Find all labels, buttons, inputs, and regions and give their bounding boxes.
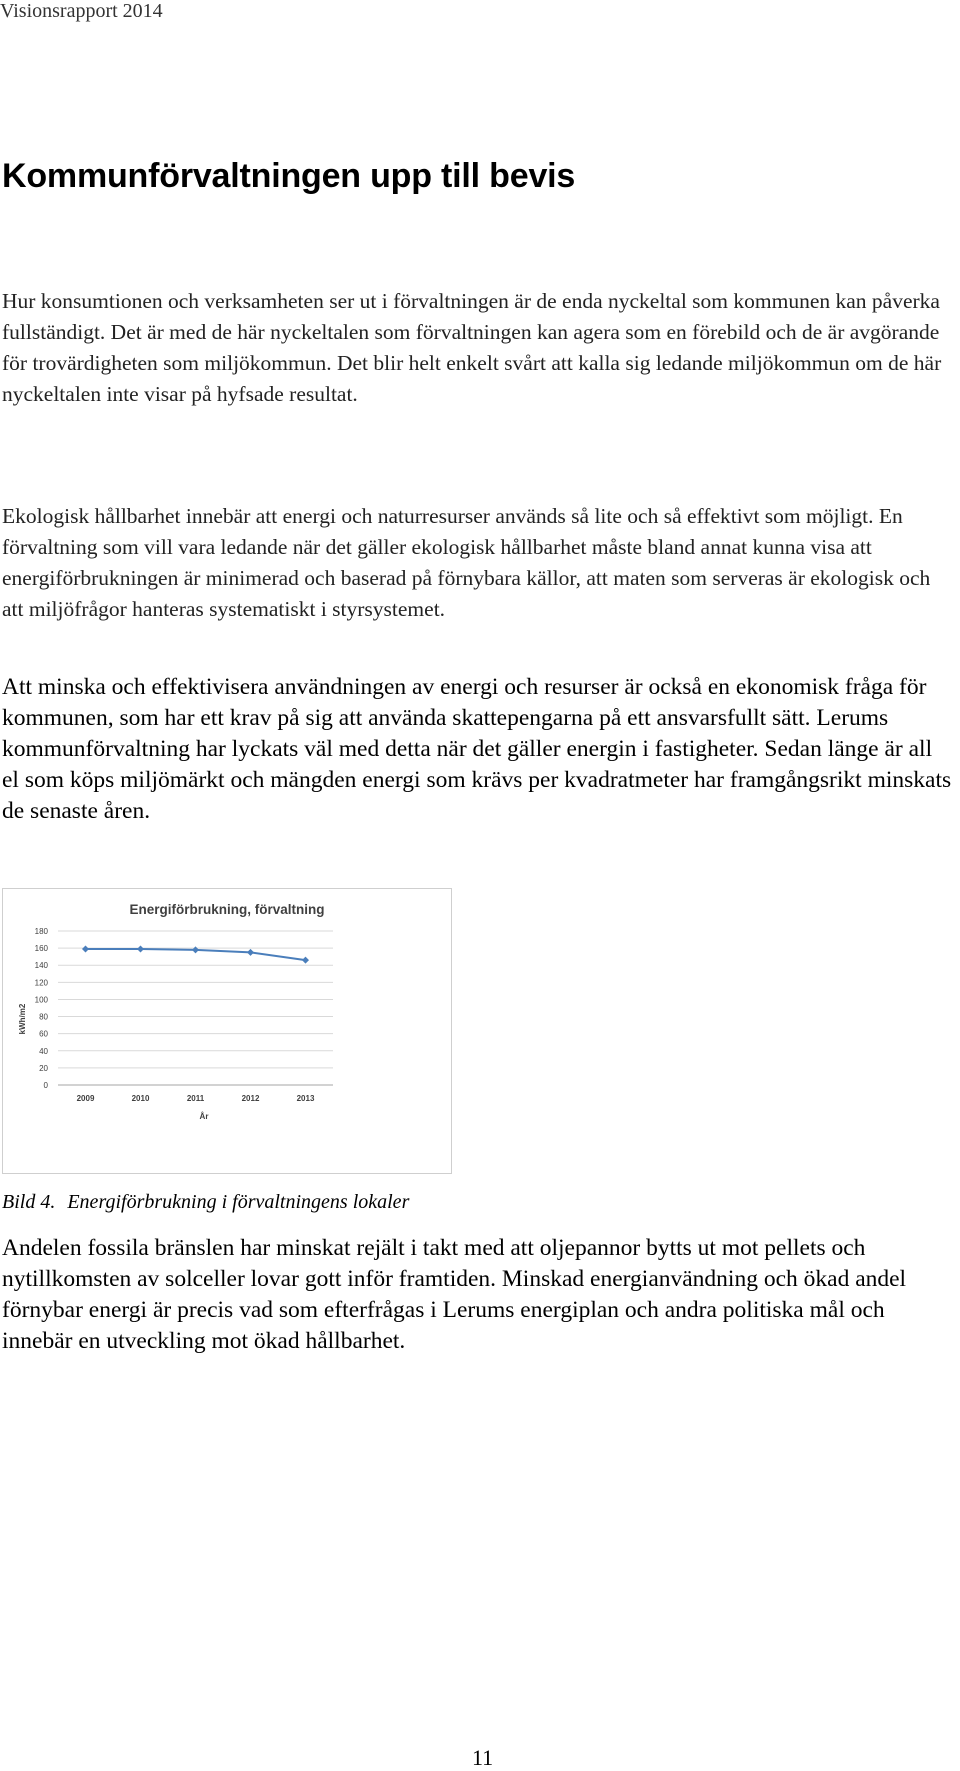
chart-y-axis-label: kWh/m2 <box>18 1003 27 1035</box>
running-header: Visionsrapport 2014 <box>0 0 163 22</box>
chart-x-axis-label: År <box>199 1112 209 1121</box>
chart-x-tick-label: 2013 <box>296 1094 315 1103</box>
chart-y-tick-label: 140 <box>34 961 48 971</box>
chart-data-point <box>192 946 199 953</box>
chart-y-tick-label: 80 <box>39 1012 48 1022</box>
section-title: Kommunförvaltningen upp till bevis <box>2 157 576 195</box>
chart-data-point <box>302 957 309 964</box>
caption-number: Bild 4. <box>2 1191 56 1213</box>
chart-title: Energiförbrukning, förvaltning <box>129 902 325 917</box>
paragraph-ecological: Ekologisk hållbarhet innebär att energi och naturresurser används så lite och så effektivt som möjligt. En förvaltning som vill vara ledande när det gäller ekologisk hållbarhet måste bland annat kunna visa att energiförbrukningen är minimerad och baserad på förnybara källor, att maten som serveras är ekologisk och att miljöfrågor hanteras systematiskt i styrsystemet. <box>2 504 931 621</box>
chart-data-point <box>137 945 144 952</box>
chart-x-tick-label: 2011 <box>186 1094 205 1103</box>
paragraph-fossil-fuels: Andelen fossila bränslen har minskat rejält i takt med att oljepannor bytts ut mot pellets och nytillkomsten av solceller lovar gott inför framtiden. Minskad energianvändning och ökad andel förnybar energi är precis vad som efterfrågas i Lerums energiplan och andra politiska mål och innebär en utveckling mot ökad hållbarhet. <box>2 1235 907 1354</box>
chart-x-tick-label: 2010 <box>131 1094 150 1103</box>
caption-text: Energiförbrukning i förvaltningens lokaler <box>67 1191 410 1213</box>
chart-y-tick-label: 100 <box>34 995 48 1005</box>
chart-x-tick-label: 2009 <box>76 1094 95 1103</box>
chart-x-tick-label: 2012 <box>241 1094 260 1103</box>
chart-y-tick-label: 180 <box>34 927 48 936</box>
chart-y-tick-label: 160 <box>34 944 48 954</box>
chart-y-tick-label: 40 <box>39 1046 48 1056</box>
energy-chart <box>2 888 452 1174</box>
page-number: 11 <box>472 1745 494 1770</box>
paragraph-consumption: Hur konsumtionen och verksamheten ser ut i förvaltningen är de enda nyckeltal som kommunen kan påverka fullständigt. Det är med de här nyckeltalen som förvaltningen kan agera som en förebild och de är avgörande för trovärdigheten som miljökommun. Det blir helt enkelt svårt att kalla sig ledande miljökommun om de här nyckeltalen inte visar på hyfsade resultat. <box>2 289 942 406</box>
paragraph-efficiency: Att minska och effektivisera användningen av energi och resurser är också en ekonomisk fråga för kommunen, som har ett krav på sig att använda skattepengarna på ett ansvarsfullt sätt. Lerums kommunförvaltning har lyckats väl med detta när det gäller energin i fastigheter. Sedan länge är all el som köps miljömärkt och mängden energi som krävs per kvadratmeter har framgångsrikt minskats de senaste åren. <box>2 674 952 824</box>
chart-data-point <box>247 949 254 956</box>
figure-caption <box>2 1191 409 1214</box>
chart-y-tick-label: 0 <box>43 1081 48 1090</box>
chart-y-tick-label: 120 <box>34 978 48 988</box>
chart-data-point <box>82 945 89 952</box>
chart-y-tick-label: 20 <box>39 1063 48 1073</box>
chart-y-tick-label: 60 <box>39 1029 48 1039</box>
chart-svg <box>3 889 451 1173</box>
